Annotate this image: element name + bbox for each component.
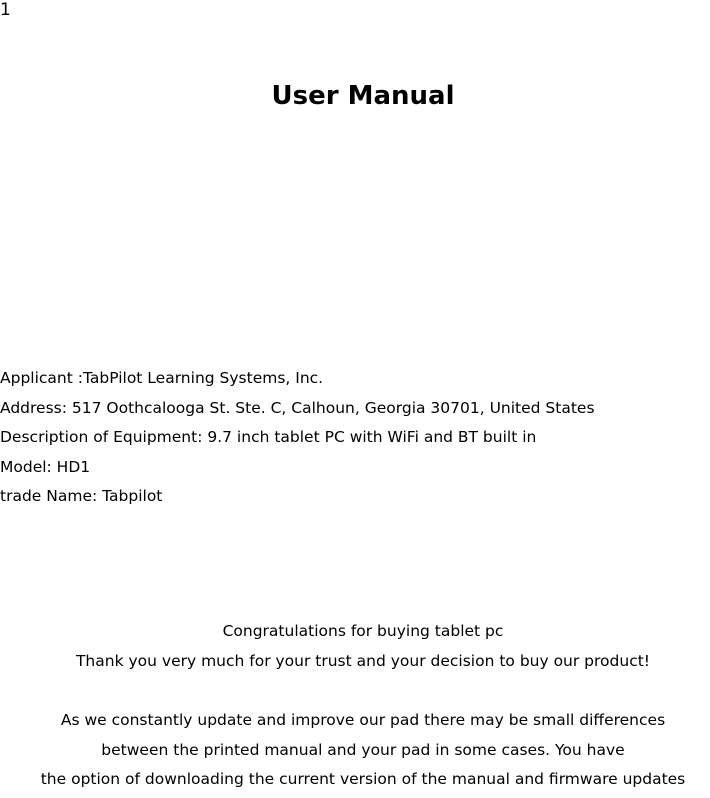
- document-title: User Manual: [271, 81, 455, 111]
- update-notice-line: As we constantly update and improve our pad there may be small differences: [60, 711, 666, 729]
- congratulations-line: Congratulations for buying tablet pc: [222, 622, 504, 640]
- applicant-info: [0, 366, 595, 514]
- intro-gap: [0, 679, 710, 709]
- trade-name-line: trade Name: Tabpilot: [0, 487, 163, 505]
- model-line: Model: HD1: [0, 457, 91, 476]
- applicant-line: Applicant :TabPilot Learning Systems, Inc.: [0, 369, 324, 387]
- update-notice-line: the option of downloading the current version of the manual and firmware updates: [40, 770, 686, 788]
- address-line: Address: 517 Oothcalooga St. Ste. C, Calhoun, Georgia 30701, United States: [0, 398, 595, 417]
- update-notice-line: between the printed manual and your pad in some cases. You have: [101, 740, 625, 759]
- intro-section: [0, 620, 710, 798]
- thank-you-line: Thank you very much for your trust and your decision to buy our product!: [75, 651, 651, 670]
- page-number: 1: [0, 0, 11, 20]
- equipment-description-line: Description of Equipment: 9.7 inch tablet PC with WiFi and BT built in: [0, 428, 537, 446]
